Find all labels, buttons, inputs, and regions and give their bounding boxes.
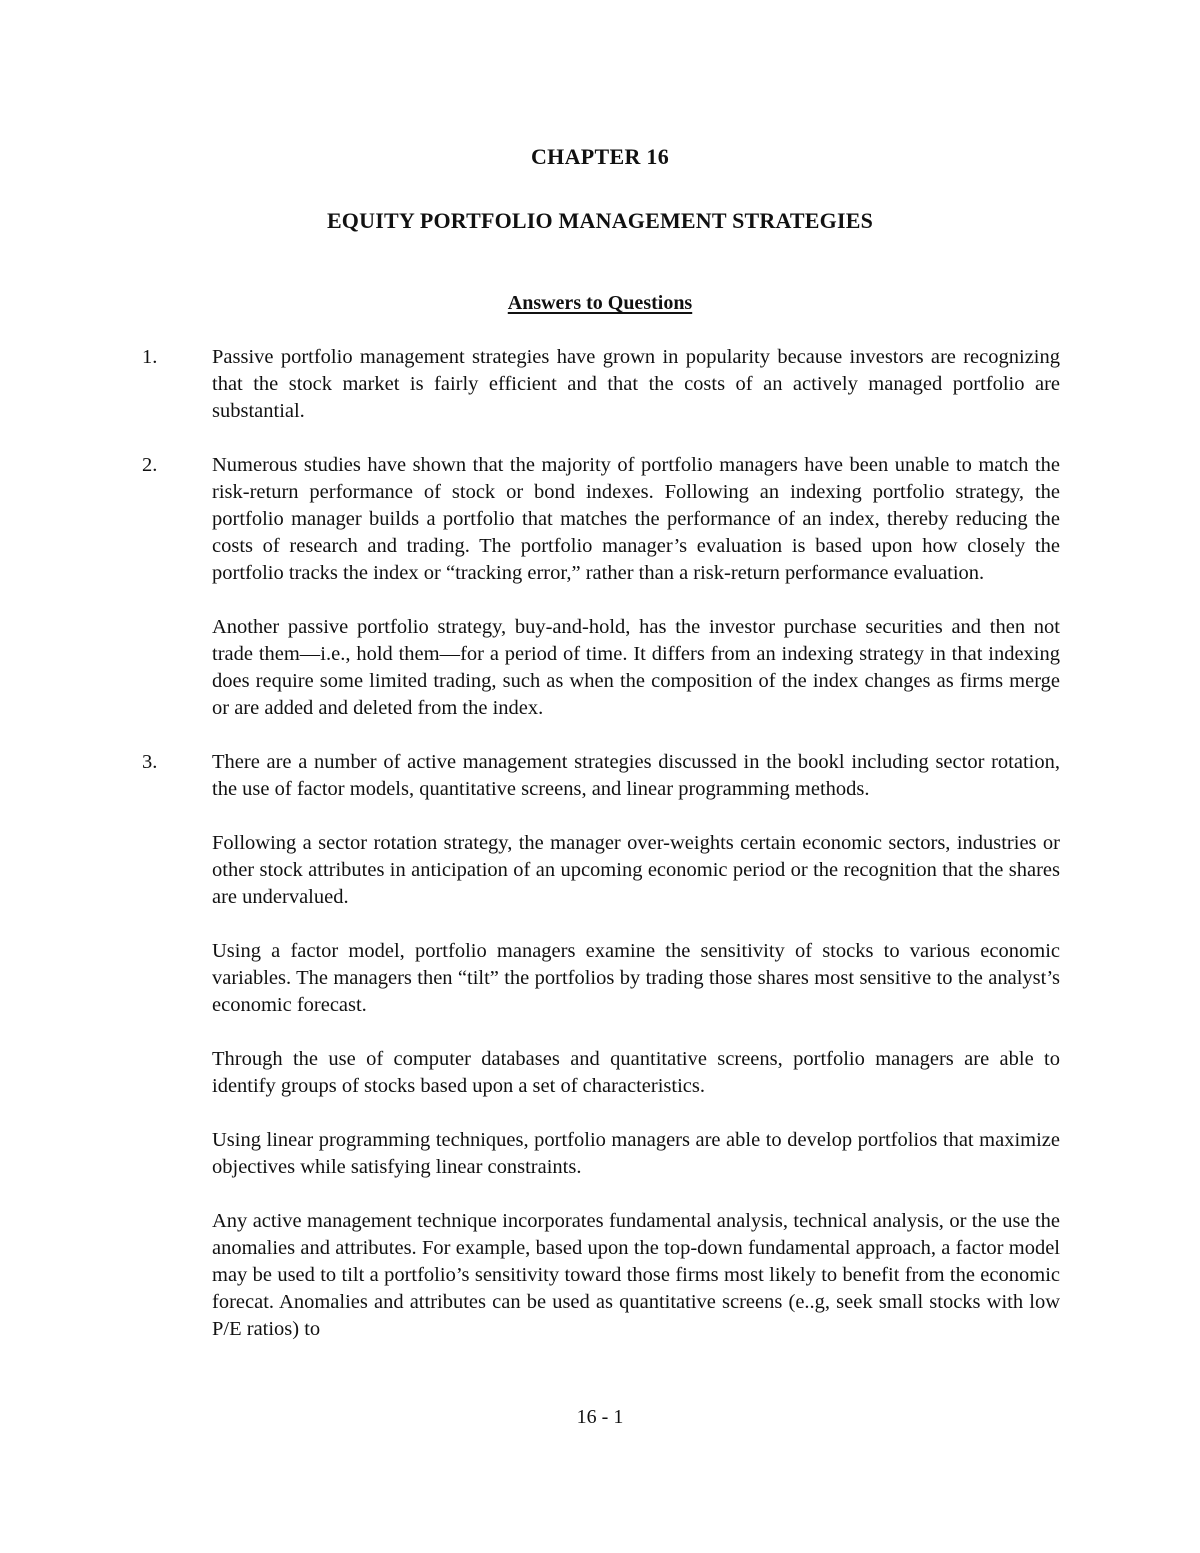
answer-item-1: [142, 344, 1060, 425]
answer-paragraph: Following a sector rotation strategy, the manager over-weights certain economic sectors, industries or other stock attributes in anticipation of an upcoming economic period or the recognition that the shares are undervalued.: [212, 832, 1060, 908]
chapter-title: EQUITY PORTFOLIO MANAGEMENT STRATEGIES: [326, 208, 874, 233]
page-number: 16 - 1: [576, 1406, 624, 1428]
answer-paragraph: Numerous studies have shown that the majority of portfolio managers have been unable to match the risk-return performance of stock or bond indexes. Following an indexing portfolio strategy, the portfolio manager builds a portfolio that matches the performance of an index, thereby reducing the costs of research and trading. The portfolio manager’s evaluation is based upon how closely the portfolio tracks the index or “tracking error,” rather than a risk-return performance evaluation.: [212, 454, 1060, 584]
answer-number: 1.: [142, 346, 158, 368]
answer-number: 3.: [142, 751, 158, 773]
answer-paragraph: Any active management technique incorporates fundamental analysis, technical analysis, or the use the anomalies and attributes. For example, based upon the top-down fundamental approach, a factor model may be used to tilt a portfolio’s sensitivity toward those firms most likely to benefit from the economic forecat. Anomalies and attributes can be used as quantitative screens (e..g, seek small stocks with low P/E ratios) to: [212, 1210, 1060, 1340]
answer-paragraph: There are a number of active management strategies discussed in the bookl including sector rotation, the use of factor models, quantitative screens, and linear programming methods.: [212, 751, 1060, 800]
document-body: [0, 344, 1200, 1370]
answer-item-2: [142, 452, 1060, 587]
answer-item-3: [142, 749, 1060, 803]
answer-paragraph: Another passive portfolio strategy, buy-and-hold, has the investor purchase securities and then not trade them—i.e., hold them—for a period of time. It differs from an indexing strategy in that indexing does require some limited trading, such as when the composition of the index changes as firms merge or are added and deleted from the index.: [212, 616, 1060, 719]
answer-paragraph: Using linear programming techniques, portfolio managers are able to develop portfolios that maximize objectives while satisfying linear constraints.: [212, 1129, 1060, 1178]
answer-number: 2.: [142, 454, 158, 476]
chapter-heading: CHAPTER 16: [530, 144, 670, 169]
answer-paragraph: Using a factor model, portfolio managers examine the sensitivity of stocks to various economic variables. The managers then “tilt” the portfolios by trading those shares most sensitive to the analyst’s economic forecast.: [212, 940, 1060, 1016]
section-heading: Answers to Questions: [507, 292, 693, 314]
answer-paragraph: Passive portfolio management strategies have grown in popularity because investors are recognizing that the stock market is fairly efficient and that the costs of an actively managed portfolio are substantial.: [212, 346, 1060, 422]
answer-paragraph: Through the use of computer databases and quantitative screens, portfolio managers are able to identify groups of stocks based upon a set of characteristics.: [212, 1048, 1060, 1097]
